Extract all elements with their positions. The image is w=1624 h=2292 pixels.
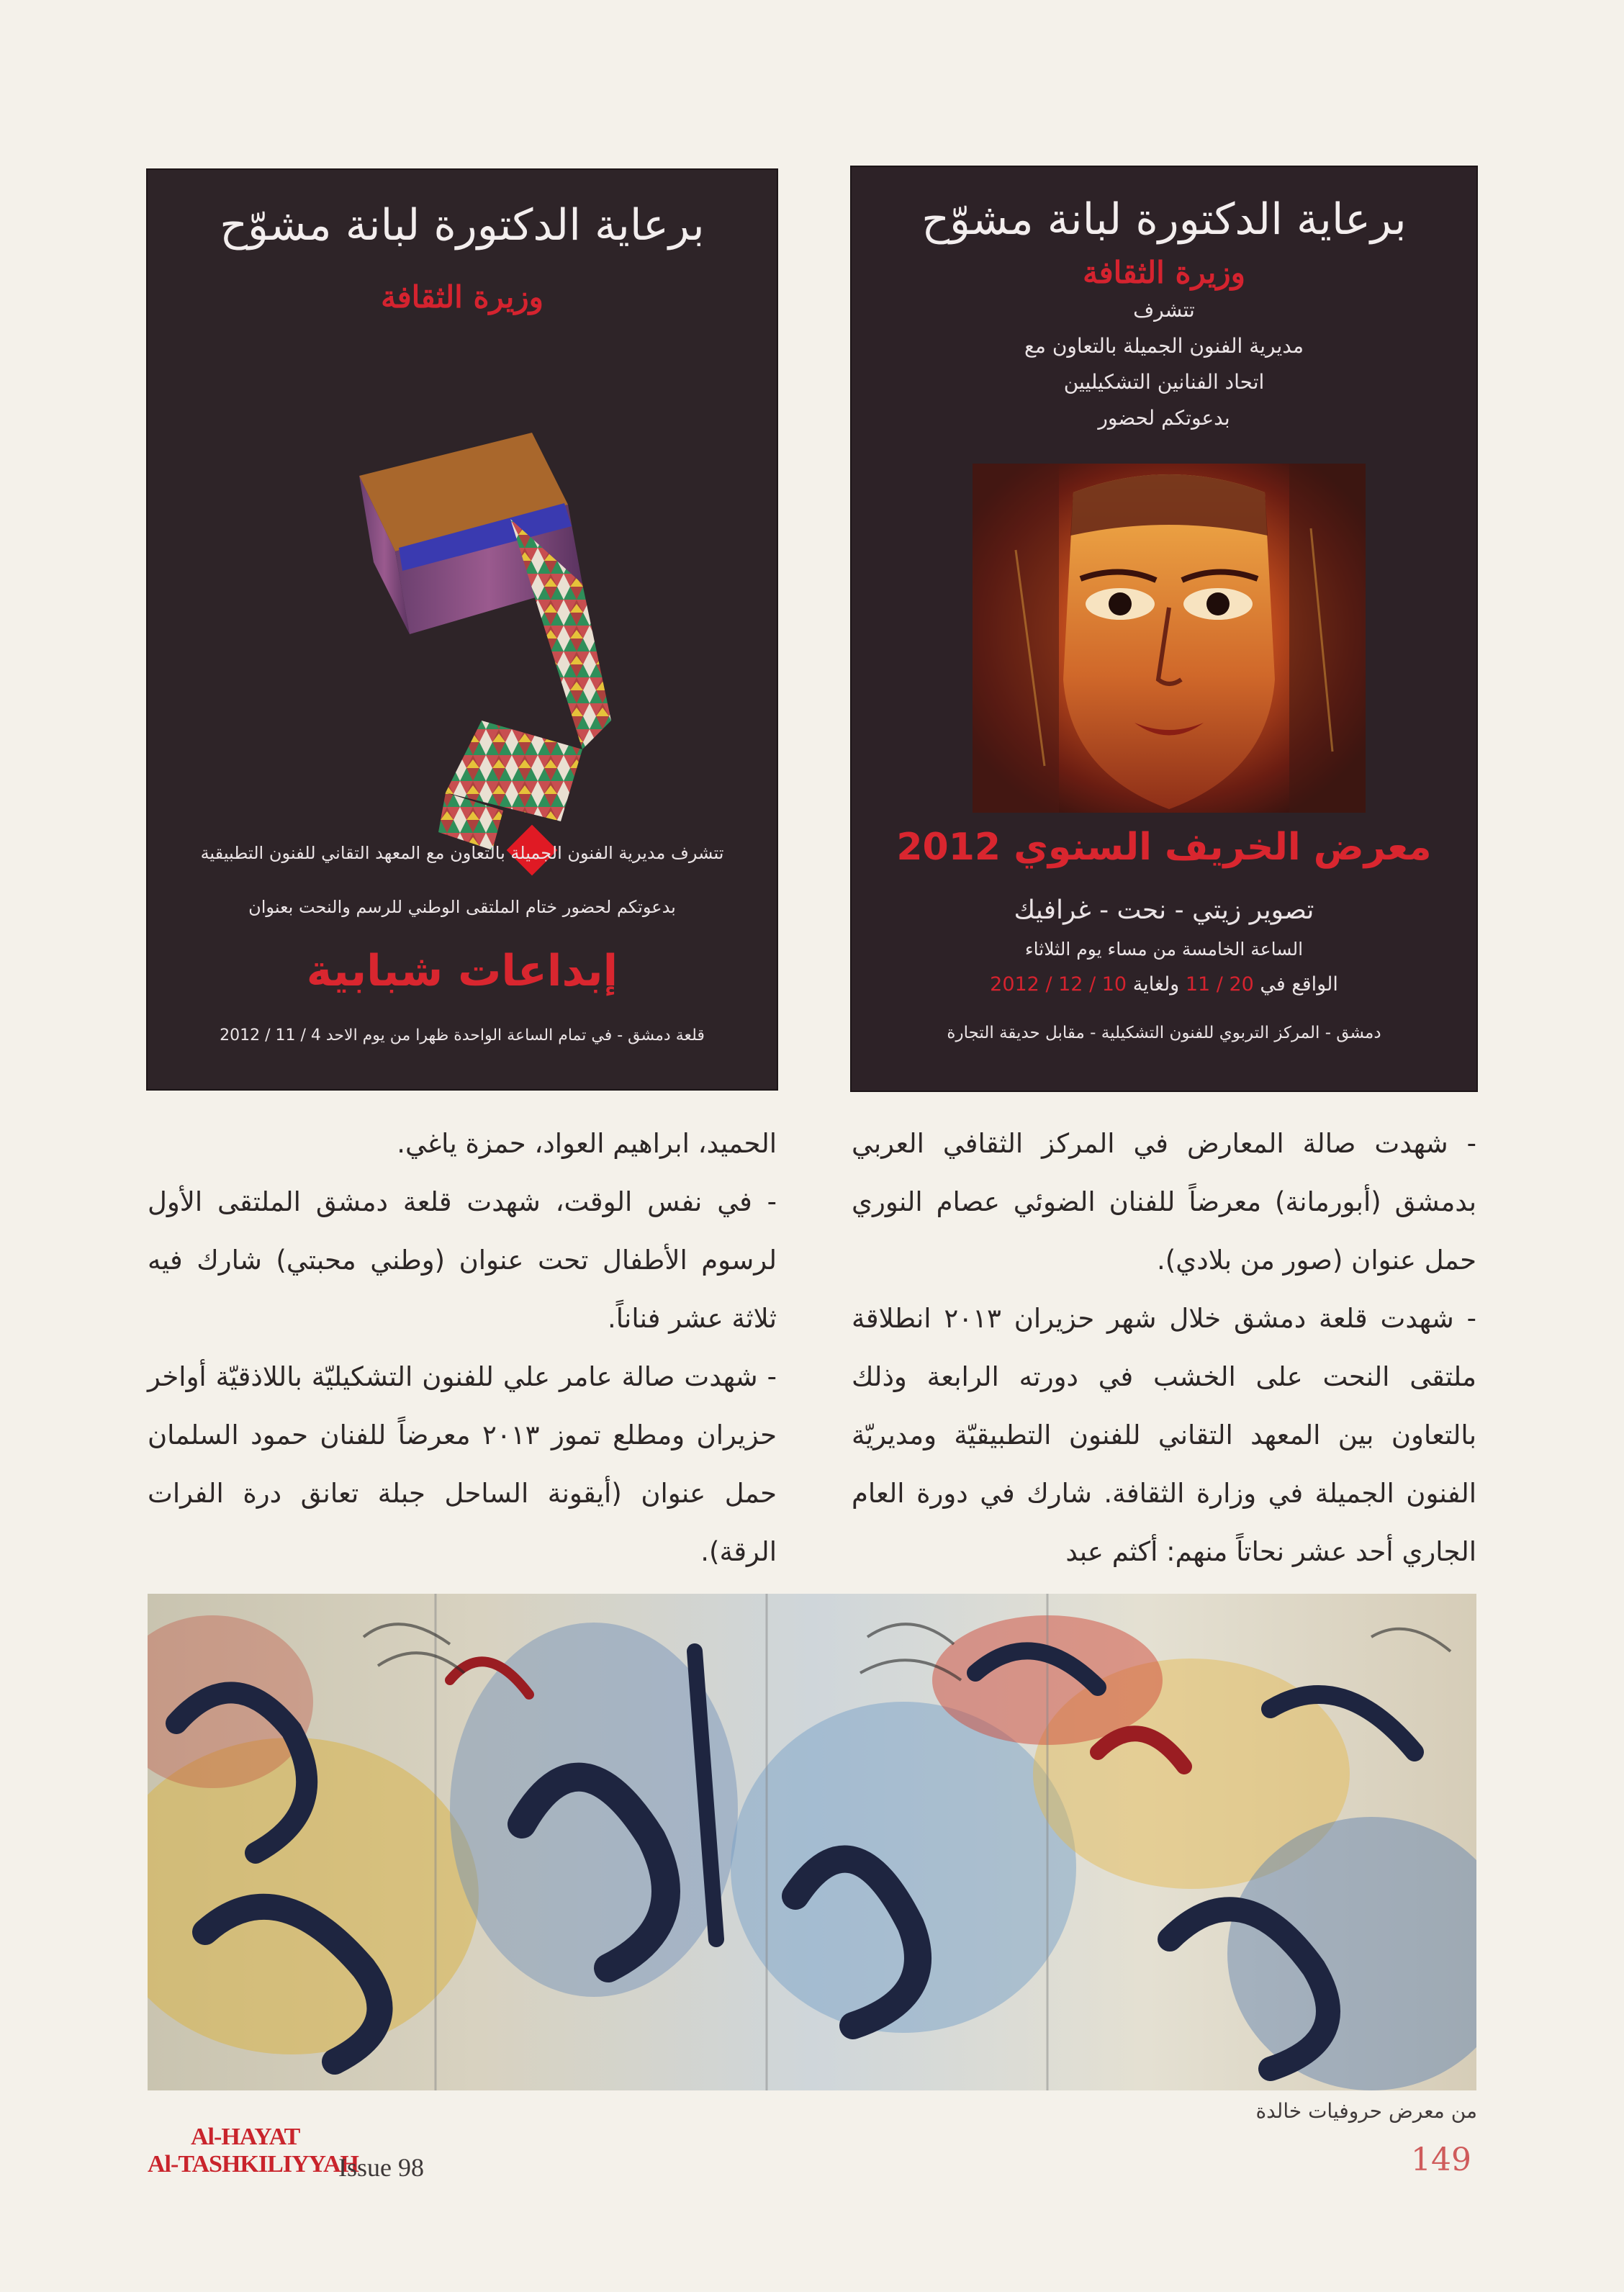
magazine-name-line1: Al-HAYAT: [191, 2124, 300, 2150]
article-paragraph: - شهدت صالة عامر علي للفنون التشكيليّة باللاذقيّة أواخر حزيران ومطلع تموز ٢٠١٣ معرضاً للفنان حمود السلمان حمل عنوان (أيقونة الساحل جبلة تعانق درة الفرات الرقة).: [148, 1361, 777, 1567]
poster-patron: برعاية الدكتورة لبانة مشوّح: [921, 194, 1407, 245]
article-column-right: [852, 1114, 1476, 1581]
exhibition-media: تصوير زيتي - نحت - غرافيك: [1014, 895, 1314, 925]
exhibition-venue: دمشق - المركز التربوي للفنون التشكيلية - مقابل حديقة التجارة: [947, 1024, 1381, 1042]
exhibition-dates: [852, 973, 1476, 996]
exhibition-time: الساعة الخامسة من مساء يوم الثلاثاء: [1024, 939, 1304, 960]
start-date: 20 / 11: [1185, 973, 1254, 996]
article-paragraph: - شهدت صالة المعارض في المركز الثقافي العربي بدمشق (أبورمانة) معرضاً للفنان الضوئي عصام النوري حمل عنوان (صور من بلادي).: [852, 1128, 1476, 1276]
forum-title: إبداعات شبابية: [306, 946, 618, 996]
page-number: 149: [1411, 2142, 1471, 2178]
article-paragraph: الحميد، ابراهيم العواد، حمزة ياغي.: [397, 1128, 777, 1159]
poster-invite-line: تتشرف: [1133, 298, 1195, 322]
end-date: 10 / 12 / 2012: [990, 973, 1127, 996]
calligraphy-letter-artwork: [330, 418, 626, 879]
forum-venue-time: قلعة دمشق - في تمام الساعة الواحدة ظهرا من يوم الاحد 4 / 11 / 2012: [220, 1027, 705, 1045]
poster-ministry: وزيرة الثقافة: [1083, 255, 1245, 290]
poster-invite-line: تتشرف مديرية الفنون الجميلة بالتعاون مع المعهد التقاني للفنون التطبيقية: [200, 843, 724, 863]
dates-mid: ولغاية: [1132, 973, 1180, 996]
exhibition-title: معرض الخريف السنوي 2012: [896, 826, 1432, 869]
face-painting-image: [973, 464, 1366, 813]
dates-prefix: الواقع في: [1260, 973, 1338, 996]
magazine-name-line2: Al-TASHKILIYYAH: [148, 2151, 358, 2178]
poster-ministry: وزيرة الثقافة: [381, 279, 543, 315]
poster-invite-line: بدعوتكم لحضور: [1098, 406, 1230, 430]
autumn-exhibition-poster: [852, 167, 1476, 1091]
article-paragraph: - شهدت قلعة دمشق خلال شهر حزيران ٢٠١٣ انطلاقة ملتقى النحت على الخشب في دورته الرابعة وذلك بالتعاون بين المعهد التقاني للفنون التطبيقيّة ومديريّة الفنون الجميلة في وزارة الثقافة. شارك في دورة العام الجاري أحد عشر نحاتاً منهم: أكثم عبد: [852, 1303, 1477, 1567]
issue-number: Issue 98: [338, 2153, 424, 2182]
poster-invite-line: اتحاد الفنانين التشكيليين: [1063, 370, 1265, 394]
poster-patron: برعاية الدكتورة لبانة مشوّح: [220, 200, 705, 251]
poster-invite-line: مديرية الفنون الجميلة بالتعاون مع: [1024, 334, 1304, 358]
article-paragraph: - في نفس الوقت، شهدت قلعة دمشق الملتقى الأول لرسوم الأطفال تحت عنوان (وطني محبتي) شارك فيه ثلاثة عشر فناناً.: [148, 1186, 777, 1334]
image-caption: من معرض حروفيات خالدة: [1255, 2099, 1477, 2123]
article-column-left: [148, 1114, 777, 1581]
calligraphy-exhibition-image: [148, 1594, 1476, 2090]
youth-creations-poster: [148, 170, 777, 1089]
poster-invite-line: بدعوتكم لحضور ختام الملتقى الوطني للرسم والنحت بعنوان: [248, 897, 676, 917]
